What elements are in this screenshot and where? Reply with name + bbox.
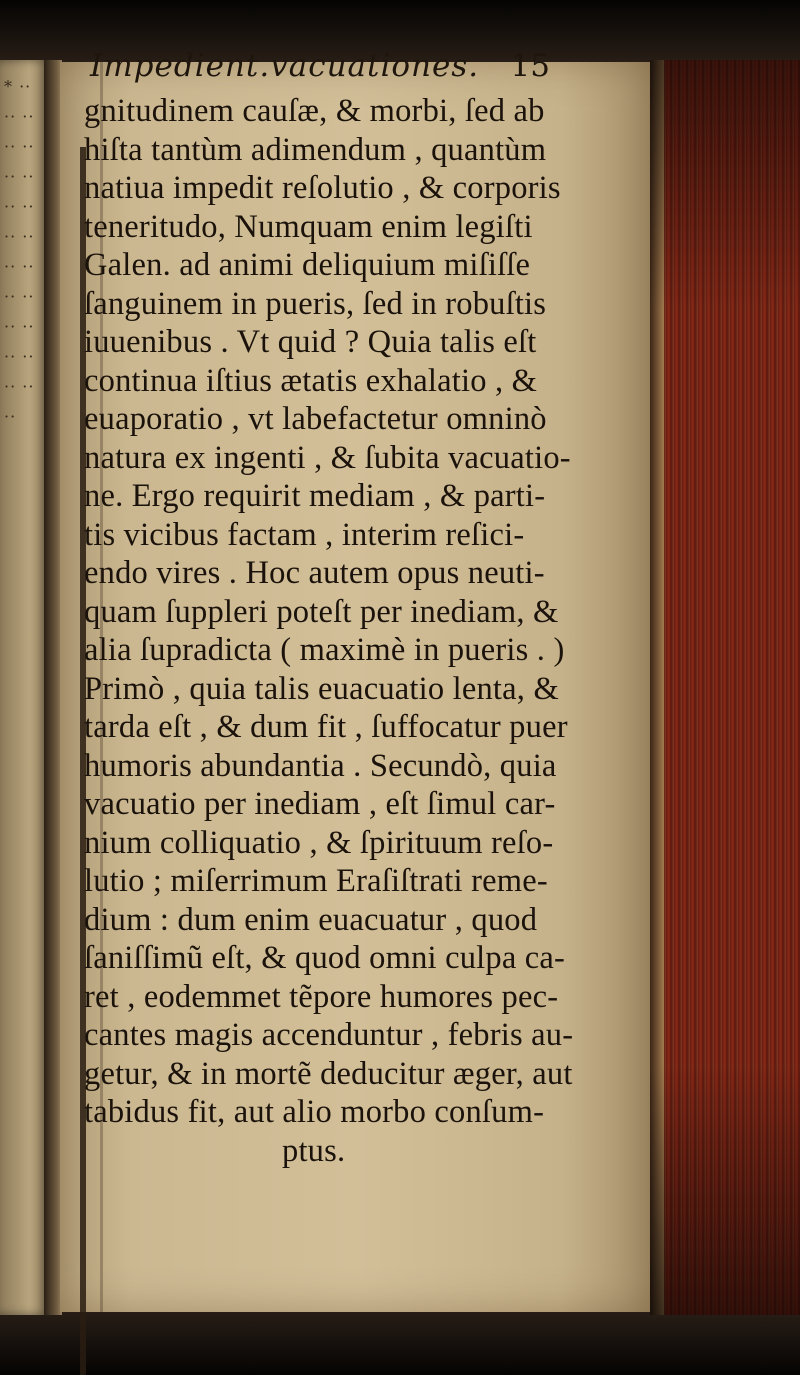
text-line: alia ſupradicta ( maximè in pueris . ) bbox=[84, 632, 565, 668]
body-text bbox=[84, 92, 604, 1170]
text-line: ſanguinem in pueris, ſed in robuſtis bbox=[84, 285, 547, 322]
text-line: nium colliquatio , & ſpirituum reſo- bbox=[84, 824, 554, 861]
text-line: lutio ; miſerrimum Eraſiſtrati reme- bbox=[84, 863, 548, 899]
text-line: tarda eſt , & dum fit , ſuffocatur puer bbox=[84, 709, 568, 745]
text-line: ret , eodemmet tẽpore humores pec- bbox=[84, 978, 559, 1015]
text-line: humoris abundantia . Secundò, quia bbox=[84, 747, 557, 784]
text-line: tabidus fit, aut alio morbo conſum- bbox=[84, 1094, 545, 1130]
text-line: euaporatio , vt labefactetur omninò bbox=[84, 401, 547, 437]
bottom-shadow bbox=[0, 1305, 800, 1375]
text-line: Primò , quia talis euacuatio lenta, & bbox=[84, 670, 559, 707]
text-line: endo vires . Hoc autem opus neuti- bbox=[84, 555, 545, 591]
text-line: teneritudo, Numquam enim legiſti bbox=[84, 208, 533, 245]
text-line: cantes magis accenduntur , febris au- bbox=[84, 1017, 574, 1053]
text-line: getur, & in mortẽ deducitur æger, aut bbox=[84, 1055, 573, 1092]
text-line: dium : dum enim euacuatur , quod bbox=[84, 901, 538, 938]
text-line: natura ex ingenti , & ſubita vacuatio- bbox=[84, 439, 571, 476]
text-line: natiua impedit reſolutio , & corporis bbox=[84, 170, 561, 206]
running-title: Impedient.vacuationes. bbox=[90, 48, 480, 84]
text-line: continua iſtius ætatis exhalatio , & bbox=[84, 362, 538, 399]
previous-page-edge bbox=[0, 60, 48, 1315]
page-edge-shade bbox=[650, 60, 800, 1315]
text-line: hiſta tantùm adimendum , quantùm bbox=[84, 131, 547, 168]
page-number: 15 bbox=[510, 48, 550, 84]
text-line: ſaniſſimũ eſt, & quod omni culpa ca- bbox=[84, 940, 566, 976]
text-line: ne. Ergo requirit mediam , & parti- bbox=[84, 478, 546, 514]
text-line: quam ſuppleri poteſt per inediam, & bbox=[84, 593, 559, 630]
text-line: vacuatio per inediam , eſt ſimul car- bbox=[84, 786, 556, 822]
text-line: tis vicibus factam , interim reſici- bbox=[84, 516, 525, 553]
text-line: gnitudinem cauſæ, & morbi, ſed ab bbox=[84, 93, 545, 129]
text-line: Galen. ad animi deliquium miſiſſe bbox=[84, 247, 531, 283]
margin-stubs: * ·· ·· ·· ·· ·· ·· ·· ·· ·· ·· ·· ·· ·· ·· ·· ·· ·· ·· ·· ·· ·· ·· bbox=[4, 77, 35, 426]
running-head bbox=[80, 48, 550, 88]
text-line-catchword: ptus. bbox=[282, 1132, 346, 1169]
text-line: iuuenibus . Vt quid ? Quia talis eſt bbox=[84, 324, 537, 360]
